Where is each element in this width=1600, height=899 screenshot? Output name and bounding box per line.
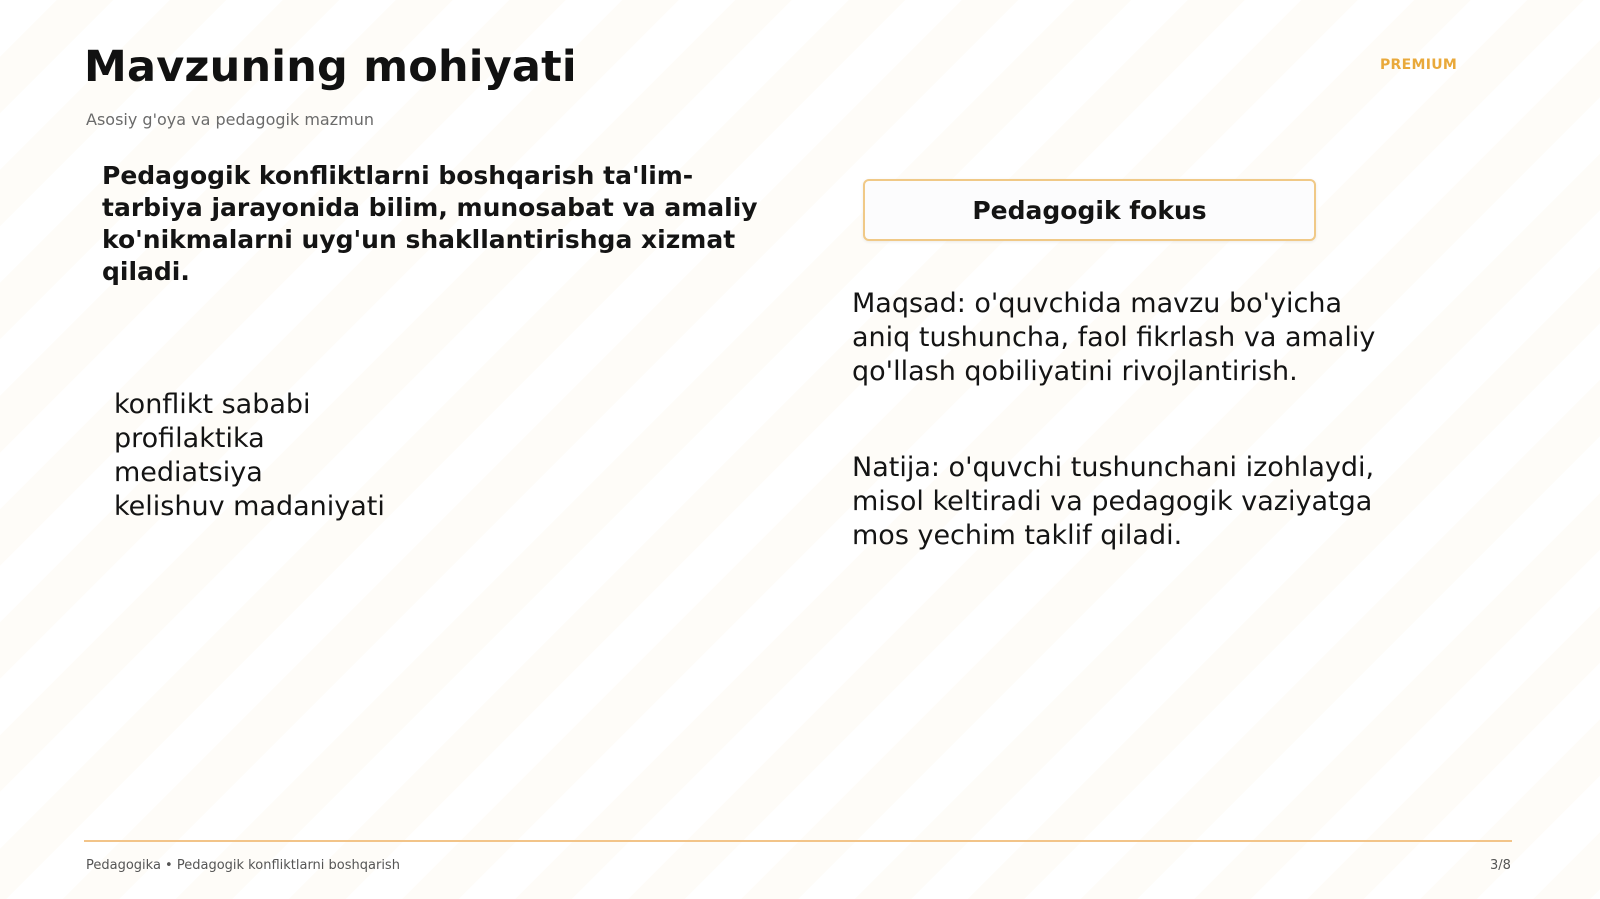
page-number: 3/8 xyxy=(1490,858,1511,873)
keyword-list xyxy=(114,388,385,524)
goal-paragraph: Maqsad: o'quvchida mavzu bo'yicha aniq tushuncha, faol fikrlash va amaliy qo'llash qobiliyatini rivojlantirish. xyxy=(852,288,1376,387)
footer-divider xyxy=(84,840,1512,842)
focus-box-label: Pedagogik fokus xyxy=(972,195,1207,225)
premium-badge: PREMIUM xyxy=(1380,57,1458,73)
keyword-item: konflikt sababi xyxy=(114,389,311,420)
pedagogical-focus-box xyxy=(863,179,1316,241)
page-subtitle: Asosiy g'oya va pedagogik mazmun xyxy=(86,110,374,129)
result-paragraph: Natija: o'quvchi tushunchani izohlaydi, misol keltiradi va pedagogik vaziyatga mos yechim taklif qiladi. xyxy=(852,452,1375,551)
keyword-item: kelishuv madaniyati xyxy=(114,491,385,522)
keyword-item: profilaktika xyxy=(114,423,265,454)
lead-statement: Pedagogik konfliktlarni boshqarish ta'lim-tarbiya jarayonida bilim, munosabat va amaliy ko'nikmalarni uyg'un shakllantirishga xizmat qiladi. xyxy=(102,161,758,286)
footer-caption: Pedagogika • Pedagogik konfliktlarni boshqarish xyxy=(86,858,400,873)
page-title: Mavzuning mohiyati xyxy=(84,42,577,92)
keyword-item: mediatsiya xyxy=(114,457,263,488)
